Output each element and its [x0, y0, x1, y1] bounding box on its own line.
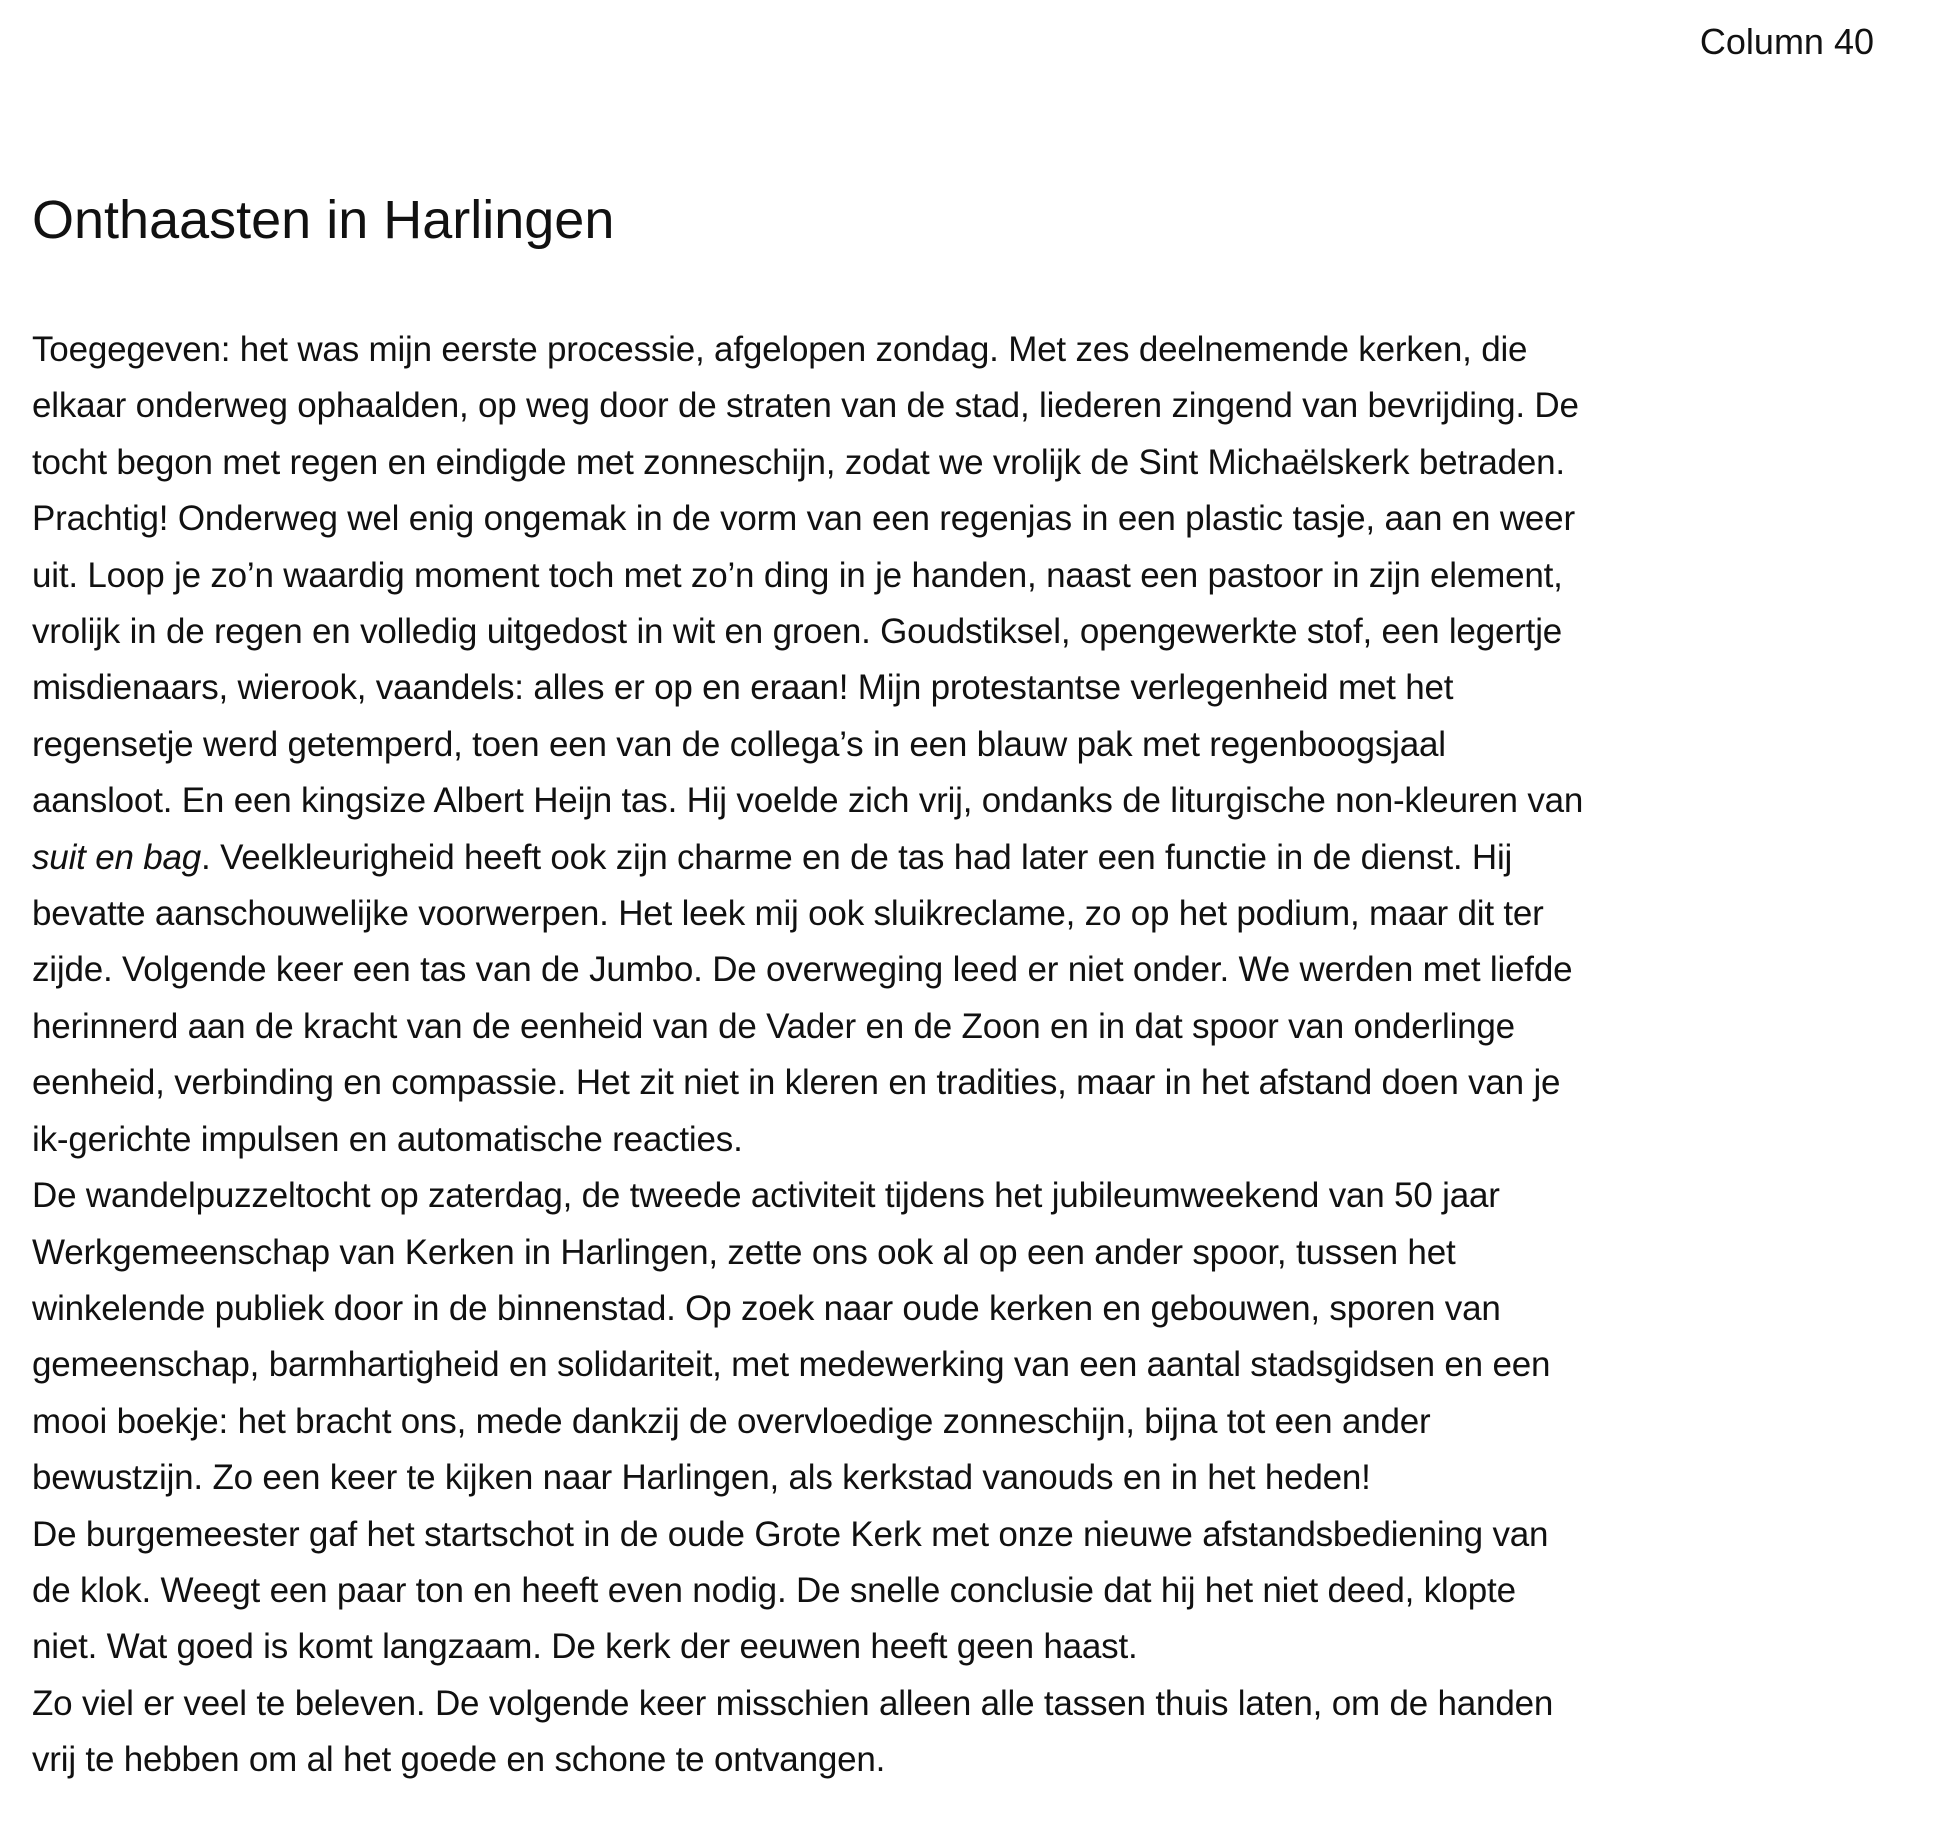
body-line-with-italic: [32, 830, 1922, 886]
body-line: herinnerd aan de kracht van de eenheid van de Vader en de Zoon en in dat spoor van onderlinge: [32, 1006, 1515, 1046]
body-line: vrij te hebben om al het goede en schone te ontvangen.: [32, 1740, 886, 1780]
body-line: regensetje werd getemperd, toen een van de collega’s in een blauw pak met regenboogsjaal: [32, 724, 1446, 764]
body-line: niet. Wat goed is komt langzaam. De kerk der eeuwen heeft geen haast.: [32, 1627, 1138, 1667]
italic-phrase: suit en bag: [32, 837, 202, 877]
body-line: eenheid, verbinding en compassie. Het zit niet in kleren en tradities, maar in het afstand doen van je: [32, 1063, 1561, 1103]
body-line: ik-gerichte impulsen en automatische reacties.: [32, 1119, 743, 1159]
body-line: vrolijk in de regen en volledig uitgedost in wit en groen. Goudstiksel, opengewerkte stof, een legertje: [32, 612, 1563, 652]
body-line: bevatte aanschouwelijke voorwerpen. Het leek mij ook sluikreclame, zo op het podium, maar dit ter: [32, 894, 1544, 934]
body-line: de klok. Weegt een paar ton en heeft even nodig. De snelle conclusie dat hij het niet deed, klopte: [32, 1570, 1516, 1610]
body-line: Werkgemeenschap van Kerken in Harlingen, zette ons ook al op een ander spoor, tussen het: [32, 1232, 1456, 1272]
body-line: mooi boekje: het bracht ons, mede dankzij de overvloedige zonneschijn, bijna tot een ander: [32, 1401, 1431, 1441]
article-title: Onthaasten in Harlingen: [32, 190, 615, 250]
body-line: De wandelpuzzeltocht op zaterdag, de tweede activiteit tijdens het jubileumweekend van 50 jaar: [32, 1176, 1500, 1216]
body-line: tocht begon met regen en eindigde met zonneschijn, zodat we vrolijk de Sint Michaëlskerk betraden.: [32, 442, 1565, 482]
article-body: [32, 322, 1922, 1789]
body-line: Zo viel er veel te beleven. De volgende keer misschien alleen alle tassen thuis laten, om de handen: [32, 1683, 1554, 1723]
body-line: gemeenschap, barmhartigheid en solidariteit, met medewerking van een aantal stadsgidsen en een: [32, 1345, 1551, 1385]
body-line: aansloot. En een kingsize Albert Heijn tas. Hij voelde zich vrij, ondanks de liturgische non-kleuren van: [32, 781, 1584, 821]
column-label: Column 40: [1699, 21, 1874, 62]
body-line: winkelende publiek door in de binnenstad. Op zoek naar oude kerken en gebouwen, sporen van: [32, 1288, 1501, 1328]
body-line: De burgemeester gaf het startschot in de oude Grote Kerk met onze nieuwe afstandsbediening van: [32, 1514, 1549, 1554]
body-line: Prachtig! Onderweg wel enig ongemak in de vorm van een regenjas in een plastic tasje, aan en weer: [32, 499, 1575, 539]
body-line: misdienaars, wierook, vaandels: alles er op en eraan! Mijn protestantse verlegenheid met het: [32, 668, 1454, 708]
body-line: uit. Loop je zo’n waardig moment toch met zo’n ding in je handen, naast een pastoor in zijn element,: [32, 555, 1563, 595]
body-line: Toegegeven: het was mijn eerste processie, afgelopen zondag. Met zes deelnemende kerken, die: [32, 330, 1528, 369]
body-line-remainder: . Veelkleurigheid heeft ook zijn charme en de tas had later een functie in de dienst. Hij: [201, 837, 1513, 877]
body-line: bewustzijn. Zo een keer te kijken naar Harlingen, als kerkstad vanouds en in het heden!: [32, 1458, 1371, 1498]
body-line: elkaar onderweg ophaalden, op weg door de straten van de stad, liederen zingend van bevrijding. De: [32, 386, 1579, 426]
body-line: zijde. Volgende keer een tas van de Jumbo. De overweging leed er niet onder. We werden met liefde: [32, 950, 1573, 990]
